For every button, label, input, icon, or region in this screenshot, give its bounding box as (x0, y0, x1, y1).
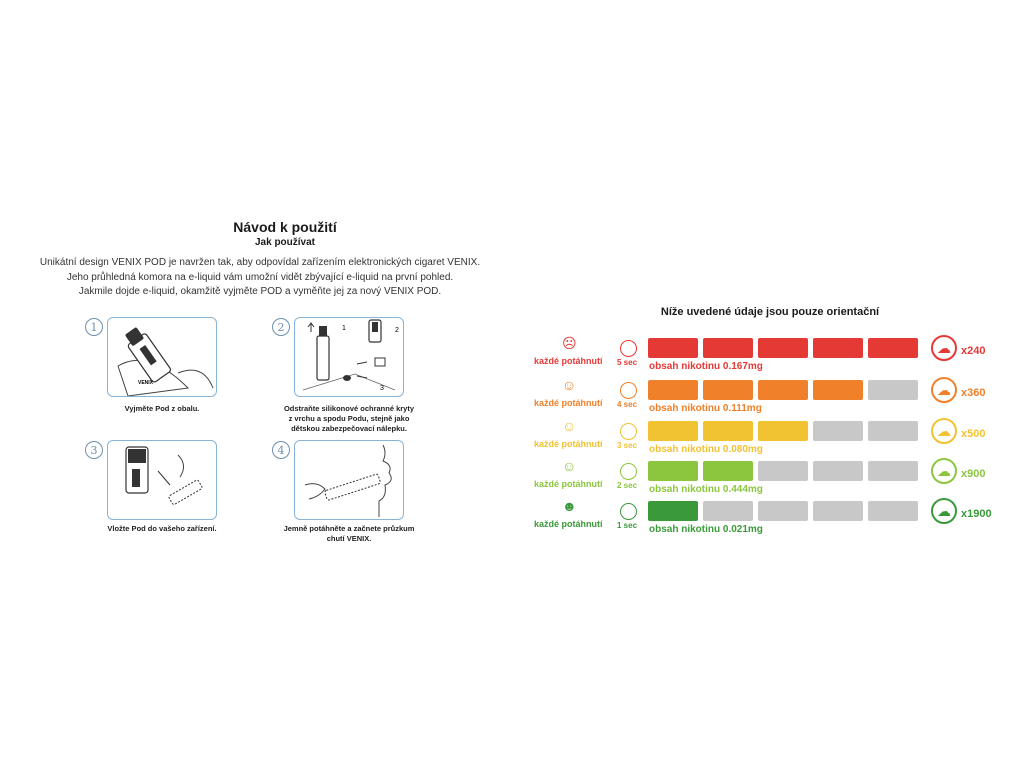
puff-count: x500 (961, 428, 986, 440)
level-block (813, 421, 863, 441)
inhale-illustration (295, 441, 404, 520)
happy-face-icon: ☻ (562, 498, 577, 514)
timer-icon (620, 382, 637, 399)
step-number: 2 (272, 318, 290, 336)
step-caption (102, 524, 222, 534)
timer-icon (620, 423, 637, 440)
level-block (758, 380, 808, 400)
vapor-cloud-icon: ☁ (931, 498, 957, 524)
level-block (813, 380, 863, 400)
level-block (648, 380, 698, 400)
slight-smile-icon: ☺ (562, 418, 577, 434)
level-block (648, 501, 698, 521)
puff-seconds: 2 sec (617, 481, 638, 490)
level-block (758, 501, 808, 521)
vapor-cloud-icon: ☁ (931, 418, 957, 444)
caption-line: dětskou zabezpečovací nálepku. (291, 424, 407, 433)
level-block (648, 338, 698, 358)
step-4-illustration (294, 440, 404, 520)
neutral-face-icon: ☺ (562, 377, 577, 393)
puff-count: x240 (961, 345, 986, 357)
level-block (648, 421, 698, 441)
step-2-illustration (294, 317, 404, 397)
step-caption (269, 524, 429, 544)
puff-count: x900 (961, 468, 986, 480)
level-block (758, 338, 808, 358)
vapor-cloud-icon: ☁ (931, 458, 957, 484)
puff-label: každé potáhnutí (534, 398, 603, 408)
level-block (813, 338, 863, 358)
nicotine-content: obsah nikotinu 0.444mg (649, 484, 763, 495)
nicotine-content: obsah nikotinu 0.167mg (649, 361, 763, 372)
level-block (758, 461, 808, 481)
level-block (703, 338, 753, 358)
nicotine-content: obsah nikotinu 0.111mg (649, 403, 762, 414)
intro-line: Jakmile dojde e-liquid, okamžitě vyjměte POD a vyměňte jej za nový VENIX POD. (78, 286, 442, 297)
step-3-illustration (107, 440, 217, 520)
vapor-cloud-icon: ☁ (931, 335, 957, 361)
caption-line: chutí VENIX. (326, 534, 372, 543)
level-block (868, 501, 918, 521)
level-block (703, 501, 753, 521)
level-block (813, 501, 863, 521)
level-block (648, 461, 698, 481)
level-block (703, 421, 753, 441)
step-number: 1 (85, 318, 103, 336)
level-block (868, 461, 918, 481)
remove-covers-illustration (295, 318, 404, 397)
step-caption (102, 404, 222, 414)
step-1-illustration (107, 317, 217, 397)
step-number: 4 (272, 441, 290, 459)
intro-text (0, 256, 520, 300)
label-2: 2 (395, 327, 399, 334)
level-block (868, 338, 918, 358)
nicotine-content: obsah nikotinu 0.080mg (649, 444, 763, 455)
puff-seconds: 3 sec (617, 441, 638, 450)
level-block (758, 421, 808, 441)
intro-line: Unikátní design VENIX POD je navržen tak, aby odpovídal zařízením elektronických cigaret VENIX. (39, 257, 481, 268)
intro-line: Jeho průhledná komora na e-liquid vám umožní vidět zbývající e-liquid na první pohled. (66, 271, 454, 283)
caption-line: z vrchu a spodu Podu, stejně jako (288, 414, 410, 423)
pod-removal-illustration (108, 318, 217, 397)
puff-seconds: 4 sec (617, 400, 638, 409)
page-title: Návod k použití (233, 219, 337, 235)
puff-seconds: 1 sec (617, 521, 638, 530)
level-block (813, 461, 863, 481)
puff-seconds: 5 sec (617, 358, 638, 367)
caption-line: Vyjměte Pod z obalu. (124, 404, 200, 413)
nicotine-content: obsah nikotinu 0.021mg (649, 524, 763, 535)
step-caption (269, 404, 429, 434)
step-number: 3 (85, 441, 103, 459)
puff-label: každé potáhnutí (534, 479, 603, 489)
puff-label: každé potáhnutí (534, 519, 603, 529)
label-1: 1 (342, 325, 346, 332)
sad-face-icon: ☹ (562, 335, 577, 351)
puff-label: každé potáhnutí (534, 439, 603, 449)
insert-pod-illustration (108, 441, 217, 520)
level-block (868, 421, 918, 441)
timer-icon (620, 503, 637, 520)
caption-line: Jemně potáhněte a začnete průzkum (283, 524, 415, 533)
puff-count: x1900 (961, 508, 992, 520)
page-subtitle: Jak používat (254, 237, 316, 248)
orientation-title: Níže uvedené údaje jsou pouze orientační (660, 306, 880, 318)
level-block (703, 380, 753, 400)
timer-icon (620, 340, 637, 357)
label-3: 3 (380, 385, 384, 392)
puff-label: každé potáhnutí (534, 356, 603, 366)
pod-brand-text: VENIX (138, 380, 154, 386)
timer-icon (620, 463, 637, 480)
caption-line: Vložte Pod do vašeho zařízení. (107, 524, 217, 533)
smile-face-icon: ☺ (562, 458, 577, 474)
puff-count: x360 (961, 387, 986, 399)
level-block (868, 380, 918, 400)
caption-line: Odstraňte silikonové ochranné kryty (283, 404, 415, 413)
level-block (703, 461, 753, 481)
vapor-cloud-icon: ☁ (931, 377, 957, 403)
